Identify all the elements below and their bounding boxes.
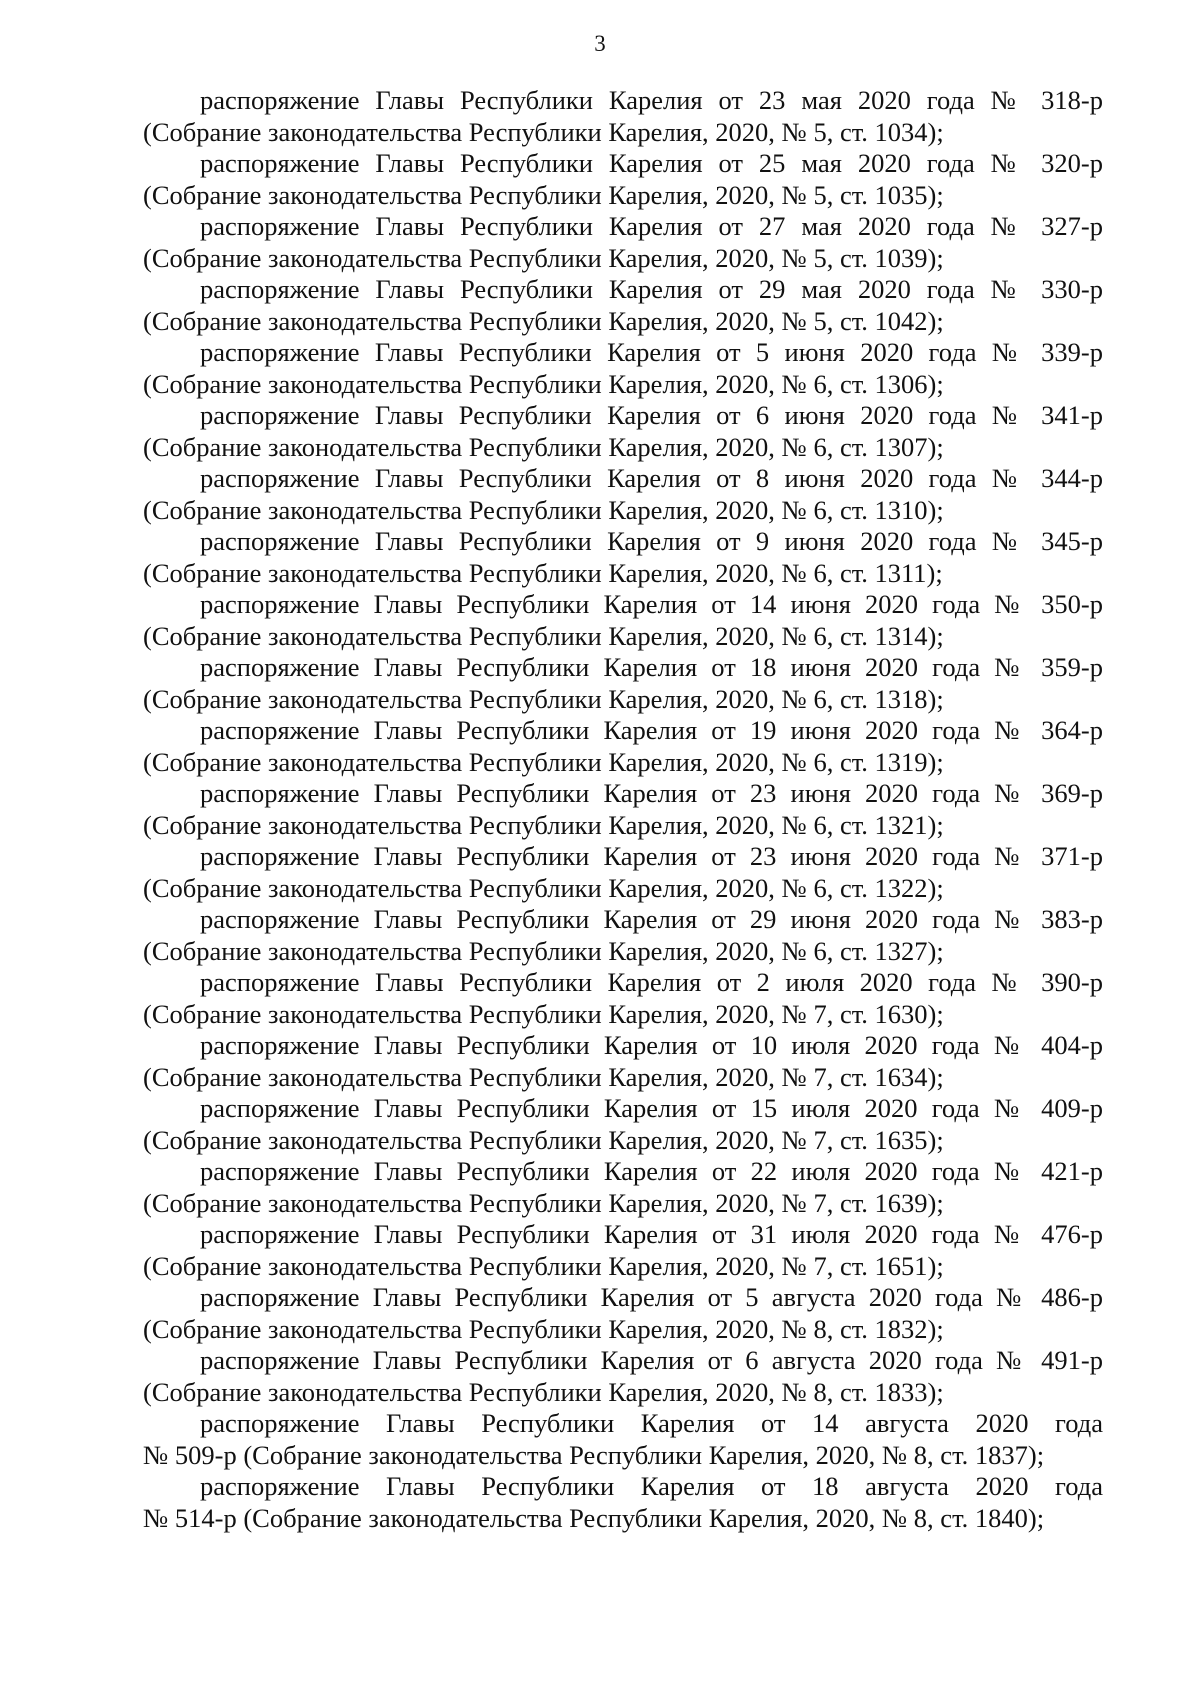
- page-number: 3: [594, 31, 606, 56]
- list-item: [143, 274, 1103, 337]
- list-item: [143, 1282, 1103, 1345]
- entry-line: (Собрание законодательства Республики Карелия, 2020, № 6, ст. 1327);: [143, 935, 944, 966]
- list-item: [143, 1471, 1103, 1534]
- list-item: [143, 1093, 1103, 1156]
- entry-line: распоряжение Главы Республики Карелия от 31 июля 2020 года № 476-р: [200, 1219, 1103, 1249]
- entry-line: (Собрание законодательства Республики Карелия, 2020, № 7, ст. 1639);: [143, 1187, 944, 1218]
- entry-line: (Собрание законодательства Республики Карелия, 2020, № 5, ст. 1039);: [143, 242, 944, 273]
- document-body: [143, 85, 1103, 1534]
- entry-line: (Собрание законодательства Республики Карелия, 2020, № 7, ст. 1630);: [143, 998, 944, 1029]
- entry-line: (Собрание законодательства Республики Карелия, 2020, № 7, ст. 1634);: [143, 1061, 944, 1092]
- list-item: [143, 652, 1103, 715]
- list-item: [143, 337, 1103, 400]
- list-item: [143, 211, 1103, 274]
- entry-line: (Собрание законодательства Республики Карелия, 2020, № 6, ст. 1322);: [143, 872, 944, 903]
- entry-line: распоряжение Главы Республики Карелия от 23 июня 2020 года № 371-р: [200, 841, 1103, 871]
- entry-line: (Собрание законодательства Республики Карелия, 2020, № 6, ст. 1321);: [143, 809, 944, 840]
- entry-line: (Собрание законодательства Республики Карелия, 2020, № 6, ст. 1314);: [143, 620, 944, 651]
- list-item: [143, 463, 1103, 526]
- entry-line: (Собрание законодательства Республики Карелия, 2020, № 6, ст. 1318);: [143, 683, 944, 714]
- entry-line: распоряжение Главы Республики Карелия от 14 июня 2020 года № 350-р: [200, 589, 1103, 619]
- list-item: [143, 841, 1103, 904]
- entry-line: распоряжение Главы Республики Карелия от 14 августа 2020 года: [200, 1408, 1103, 1438]
- list-item: [143, 778, 1103, 841]
- entry-line: (Собрание законодательства Республики Карелия, 2020, № 6, ст. 1311);: [143, 557, 943, 588]
- entry-line: распоряжение Главы Республики Карелия от 23 июня 2020 года № 369-р: [200, 778, 1103, 808]
- list-item: [143, 1345, 1103, 1408]
- list-item: [143, 85, 1103, 148]
- list-item: [143, 904, 1103, 967]
- entry-line: распоряжение Главы Республики Карелия от 19 июня 2020 года № 364-р: [200, 715, 1103, 745]
- entry-line: (Собрание законодательства Республики Карелия, 2020, № 6, ст. 1307);: [143, 431, 944, 462]
- entry-line: распоряжение Главы Республики Карелия от 29 июня 2020 года № 383-р: [200, 904, 1103, 934]
- list-item: [143, 1030, 1103, 1093]
- entry-line: распоряжение Главы Республики Карелия от 15 июля 2020 года № 409-р: [200, 1093, 1103, 1123]
- entry-line: распоряжение Главы Республики Карелия от 6 августа 2020 года № 491-р: [200, 1345, 1103, 1375]
- list-item: [143, 526, 1103, 589]
- entry-line: (Собрание законодательства Республики Карелия, 2020, № 8, ст. 1833);: [143, 1376, 944, 1407]
- entry-line: распоряжение Главы Республики Карелия от 5 июня 2020 года № 339-р: [200, 337, 1103, 367]
- entry-line: (Собрание законодательства Республики Карелия, 2020, № 7, ст. 1635);: [143, 1124, 944, 1155]
- entry-line: распоряжение Главы Республики Карелия от 25 мая 2020 года № 320-р: [200, 148, 1103, 178]
- entry-line: распоряжение Главы Республики Карелия от 18 июня 2020 года № 359-р: [200, 652, 1103, 682]
- entry-line: распоряжение Главы Республики Карелия от 22 июля 2020 года № 421-р: [200, 1156, 1103, 1186]
- entry-line: распоряжение Главы Республики Карелия от 27 мая 2020 года № 327-р: [200, 211, 1103, 241]
- list-item: [143, 148, 1103, 211]
- list-item: [143, 715, 1103, 778]
- list-item: [143, 1219, 1103, 1282]
- entry-line: (Собрание законодательства Республики Карелия, 2020, № 6, ст. 1310);: [143, 494, 944, 525]
- entry-line: (Собрание законодательства Республики Карелия, 2020, № 5, ст. 1034);: [143, 116, 944, 147]
- entry-line: (Собрание законодательства Республики Карелия, 2020, № 6, ст. 1306);: [143, 368, 944, 399]
- entry-line: № 514-р (Собрание законодательства Республики Карелия, 2020, № 8, ст. 1840);: [143, 1502, 1045, 1533]
- entry-line: распоряжение Главы Республики Карелия от 23 мая 2020 года № 318-р: [200, 85, 1103, 115]
- entry-line: распоряжение Главы Республики Карелия от 29 мая 2020 года № 330-р: [200, 274, 1103, 304]
- entry-line: распоряжение Главы Республики Карелия от 10 июля 2020 года № 404-р: [200, 1030, 1103, 1060]
- entry-line: распоряжение Главы Республики Карелия от 9 июня 2020 года № 345-р: [200, 526, 1103, 556]
- entry-line: распоряжение Главы Республики Карелия от 8 июня 2020 года № 344-р: [200, 463, 1103, 493]
- entry-line: (Собрание законодательства Республики Карелия, 2020, № 7, ст. 1651);: [143, 1250, 944, 1281]
- entry-line: (Собрание законодательства Республики Карелия, 2020, № 5, ст. 1042);: [143, 305, 944, 336]
- entry-line: распоряжение Главы Республики Карелия от 18 августа 2020 года: [200, 1471, 1103, 1501]
- entry-line: распоряжение Главы Республики Карелия от 5 августа 2020 года № 486-р: [200, 1282, 1103, 1312]
- entry-line: (Собрание законодательства Республики Карелия, 2020, № 5, ст. 1035);: [143, 179, 944, 210]
- list-item: [143, 1156, 1103, 1219]
- list-item: [143, 1408, 1103, 1471]
- list-item: [143, 589, 1103, 652]
- list-item: [143, 400, 1103, 463]
- entry-line: (Собрание законодательства Республики Карелия, 2020, № 8, ст. 1832);: [143, 1313, 944, 1344]
- entry-line: № 509-р (Собрание законодательства Республики Карелия, 2020, № 8, ст. 1837);: [143, 1439, 1045, 1470]
- entry-line: (Собрание законодательства Республики Карелия, 2020, № 6, ст. 1319);: [143, 746, 944, 777]
- entry-line: распоряжение Главы Республики Карелия от 6 июня 2020 года № 341-р: [200, 400, 1103, 430]
- list-item: [143, 967, 1103, 1030]
- entry-line: распоряжение Главы Республики Карелия от 2 июля 2020 года № 390-р: [200, 967, 1103, 997]
